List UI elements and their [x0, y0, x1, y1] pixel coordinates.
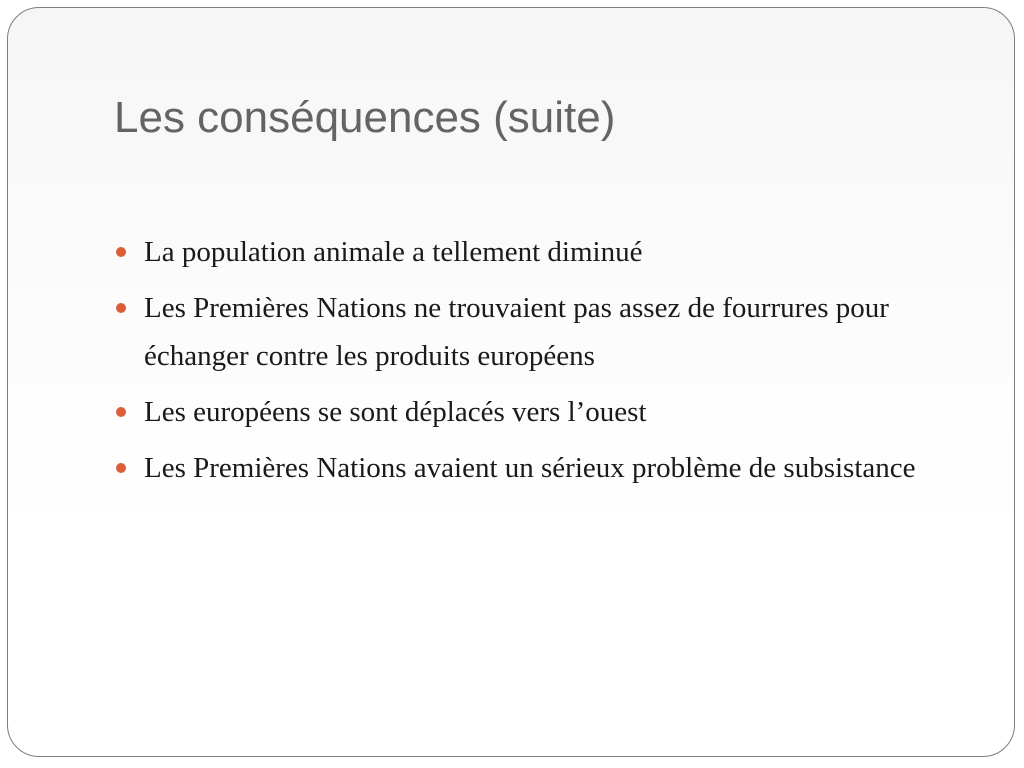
- slide-title: Les conséquences (suite): [114, 93, 616, 142]
- bullet-text: Les européens se sont déplacés vers l’ouest: [144, 396, 647, 428]
- bullet-item: [114, 284, 944, 380]
- bullet-item: [114, 444, 944, 492]
- bullet-text: Les Premières Nations avaient un sérieux problème de subsistance: [144, 452, 916, 484]
- bullet-item: [114, 388, 944, 436]
- bullet-list: [114, 228, 944, 500]
- bullet-text: La population animale a tellement diminué: [144, 236, 643, 268]
- bullet-dot-icon: [116, 407, 126, 417]
- bullet-dot-icon: [116, 247, 126, 257]
- bullet-text: Les Premières Nations ne trouvaient pas assez de fourrures pour échanger contre les produits européens: [144, 292, 889, 372]
- bullet-dot-icon: [116, 303, 126, 313]
- bullet-item: [114, 228, 944, 276]
- bullet-dot-icon: [116, 463, 126, 473]
